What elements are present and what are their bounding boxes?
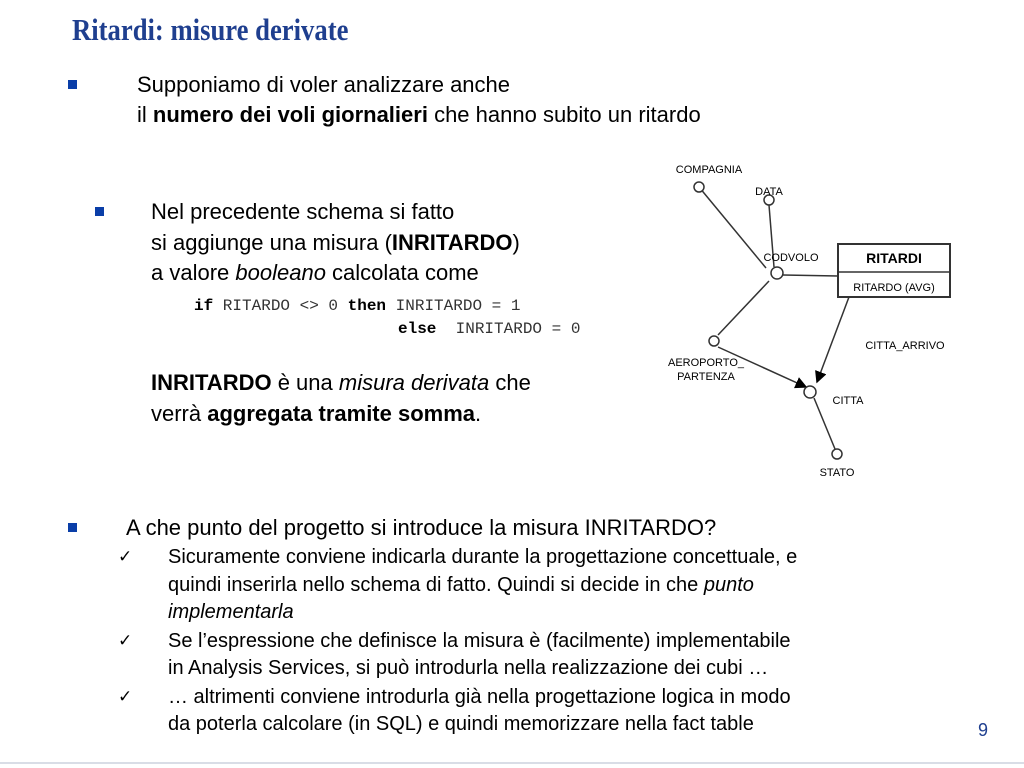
edge-codvolo-aeroporto <box>718 281 769 335</box>
bullet2-line1: Nel precedente schema si fatto <box>151 199 455 224</box>
sub3-line2: da poterla calcolare (in SQL) e quindi memorizzare nella fact table <box>168 713 754 735</box>
check-icon: ✓ <box>118 547 133 566</box>
label-aeroporto-1: AEROPORTO_ <box>667 357 745 369</box>
bullet-square <box>68 523 77 532</box>
fact-measure: RITARDO (AVG) <box>853 282 935 294</box>
label-compagnia: COMPAGNIA <box>675 164 743 176</box>
check-icon: ✓ <box>118 687 133 706</box>
sub3-line1: … altrimenti conviene introdurla già nella progettazione logica in modo <box>168 686 791 708</box>
bullet-square <box>68 80 77 89</box>
footer-divider <box>0 762 1024 764</box>
bullet2-para-line2: verrà aggregata tramite somma. <box>151 401 482 426</box>
code-line-1: if RITARDO <> 0 then INRITARDO = 1 <box>194 297 521 315</box>
sub1-line1: Sicuramente conviene indicarla durante la progettazione concettuale, e <box>168 546 798 568</box>
page-number: 9 <box>977 720 988 740</box>
node-compagnia <box>694 182 704 192</box>
node-codvolo <box>771 267 783 279</box>
label-citta-arrivo: CITTA_ARRIVO <box>865 340 945 352</box>
bullet-square <box>95 207 104 216</box>
bullet2-line2: si aggiunge una misura (INRITARDO) <box>151 230 520 255</box>
sub2-line1: Se l’espressione che definisce la misura è (facilmente) implementabile <box>168 630 791 652</box>
sub1-line3: implementarla <box>168 601 294 623</box>
fact-name: RITARDI <box>866 250 922 266</box>
fact-schema-diagram <box>655 155 975 485</box>
bullet1-line2: il numero dei voli giornalieri che hanno subito un ritardo <box>137 102 701 127</box>
sub1-line2: quindi inserirla nello schema di fatto. Quindi si decide in che punto <box>168 574 754 596</box>
node-stato <box>832 449 842 459</box>
edge-ritardi-citta <box>817 297 849 382</box>
label-aeroporto-2: PARTENZA <box>677 371 735 383</box>
node-citta <box>804 386 816 398</box>
page-title: Ritardi: misure derivate <box>72 12 349 47</box>
sub2-line2: in Analysis Services, si può introdurla nella realizzazione dei cubi … <box>168 657 769 679</box>
label-data: DATA <box>755 186 783 198</box>
label-citta: CITTA <box>832 395 864 407</box>
node-aeroporto <box>709 336 719 346</box>
label-stato: STATO <box>819 467 855 479</box>
bullet2-line3: a valore booleano calcolata come <box>151 260 479 285</box>
bullet1-line1: Supponiamo di voler analizzare anche <box>137 72 511 97</box>
label-codvolo: CODVOLO <box>763 252 819 264</box>
bullet3-line: A che punto del progetto si introduce la misura INRITARDO? <box>126 515 717 540</box>
code-line-2: else INRITARDO = 0 <box>398 320 581 338</box>
bullet2-para-line1: INRITARDO è una misura derivata che <box>151 370 531 395</box>
check-icon: ✓ <box>118 631 133 650</box>
edge-codvolo-ritardi <box>783 275 838 276</box>
edge-compagnia-codvolo <box>699 187 766 268</box>
